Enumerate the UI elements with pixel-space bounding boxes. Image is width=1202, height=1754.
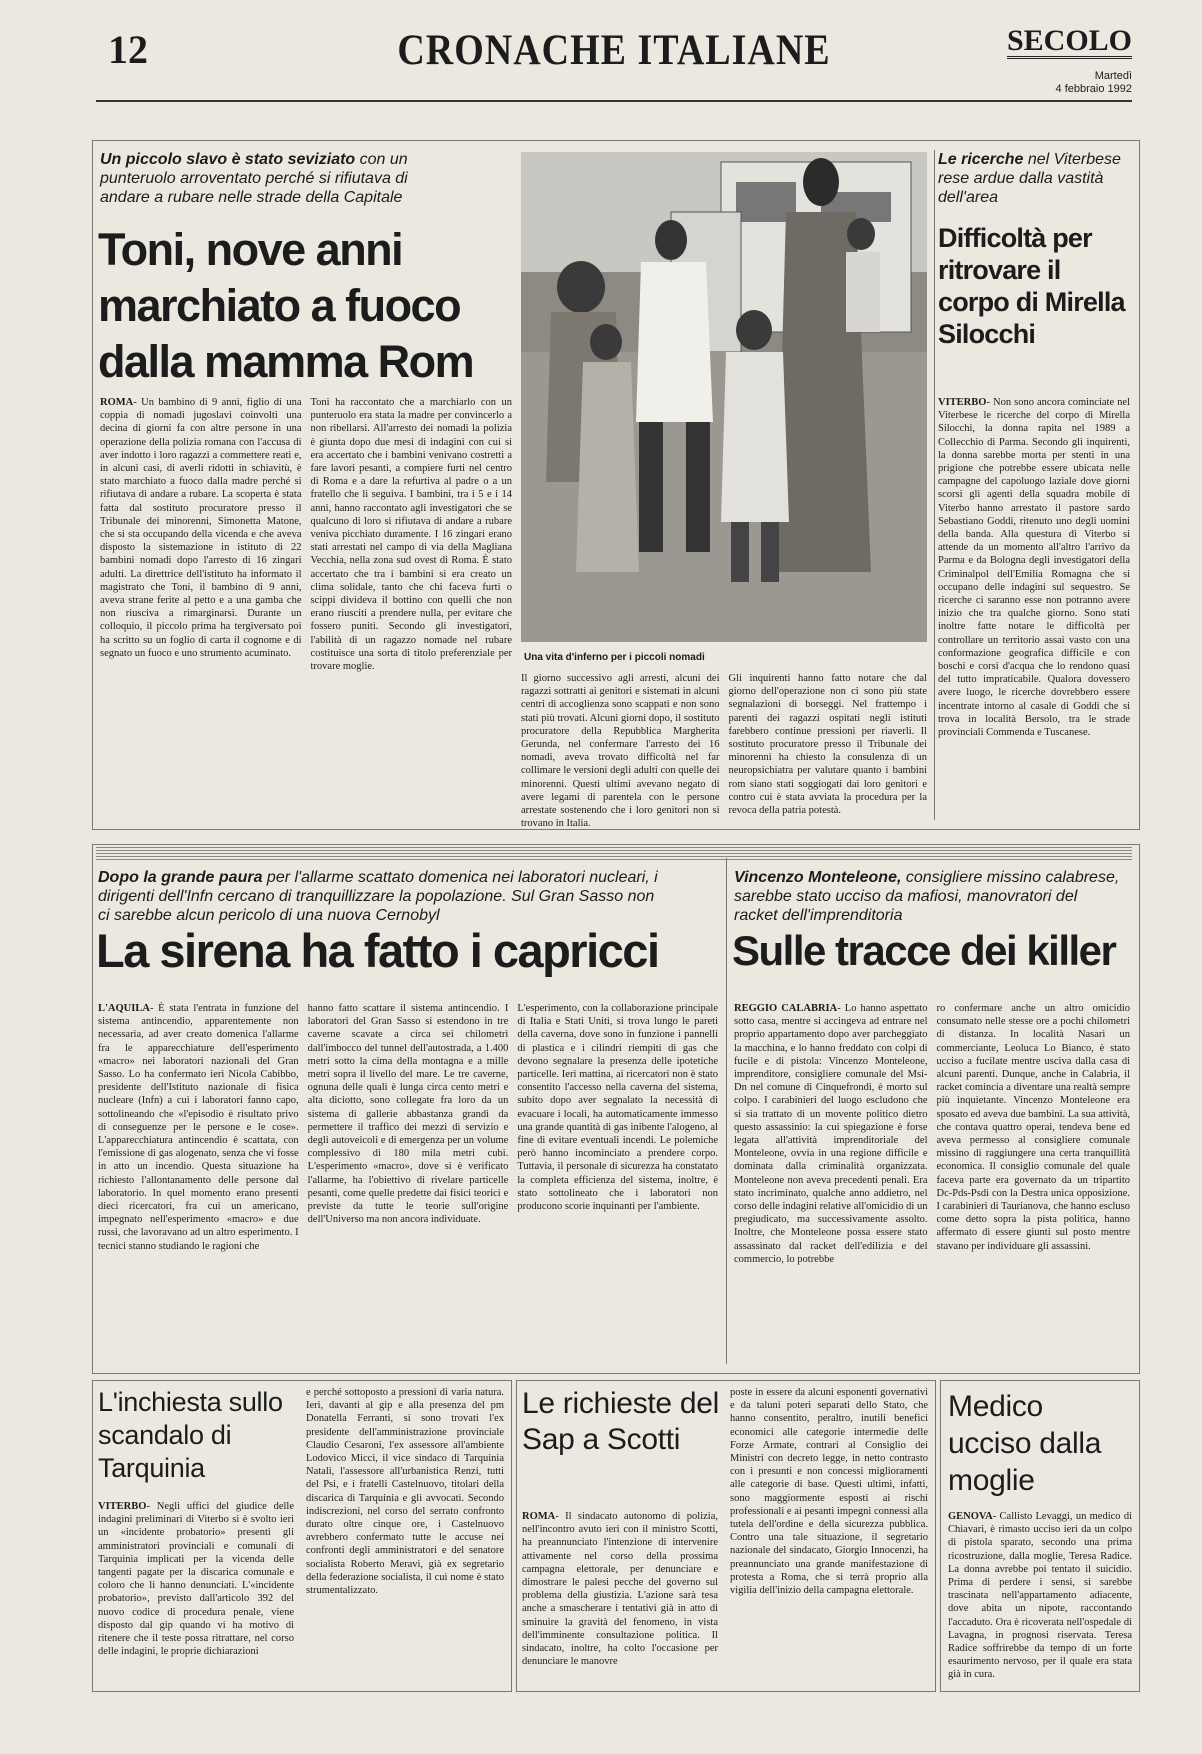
story6-body-right [730, 1386, 928, 1684]
issue-date-text: 4 febbraio 1992 [1055, 83, 1132, 95]
story1-column-4 [729, 672, 928, 822]
story1-column-2 [311, 396, 513, 820]
story2-headline: Difficoltà per ritrovare il corpo di Mirella Silocchi [938, 223, 1125, 349]
story3-kicker-rest: per l'allarme scattato domenica nei laboratori nucleari, i dirigenti dell'Infn cercano di tranquillizzare la popolazione. Sul Gran Sasso non ci sarebbe alcun pericolo di una nuova Cernobyl [98, 869, 658, 924]
story1-col2-text: Toni ha raccontato che a marchiarlo con un punteruolo era stata la madre per convincerlo a non ribellarsi. All'arresto dei nomadi la polizia è giunta dopo due mesi di indagini con cui si era accertato che i bambini venivano costretti a fare lavori pesanti, a compiere furti nel centro di Roma e a dare la refurtiva al padre o a un fratello che li seguiva. I bambini, tra i 5 e i 14 anni, hanno raccontato agli investigatori che se qualcuno di loro si rifiutava di andare a rubare veniva picchiato duramente. I 16 zingari erano stati arrestati nel campo di via della Magliana Vecchia, nella zona sud ovest di Roma. È stato accertato che tra i bambini si era creato un clima solidale, tanto che chi faceva furti o scippi divideva il bottino con quelli che non erano riusciti a prendere nulla, per evitare che fossero puniti. Secondo gli investigatori, l'abilità di un ragazzo nomade nel rubare costituisce una sorta di titolo preferenziale per trovare moglie. [310, 397, 512, 673]
story1-kicker-bold: Un piccolo slavo è stato seviziato [100, 151, 356, 168]
story4-column-1 [734, 1002, 928, 1364]
story3-dateline: L'AQUILA [98, 1003, 150, 1014]
story7-headline: Medico ucciso dalla moglie [948, 1390, 1102, 1497]
story3-kicker-bold: Dopo la grande paura [98, 869, 263, 886]
issue-date [1056, 70, 1132, 96]
story1-col1-text: - Un bambino di 9 anni, figlio di una coppia di nomadi jugoslavi coinvolti una decina di giorni fa con altre persone in una operazione della polizia romana con l'accusa di aver indotto i loro ragazzi a commettere reati e, in alcuni casi, di averli ridotti in schiavitù, è stato marchiato a fuoco dalla madre perché si rifiutava di andare a rubare. La scoperta è stata fatta dal sostituto procuratore presso il Tribunale dei minorenni, Simonetta Matone, che si sta occupando della vicenda e che aveva disposto la sistemazione in istituto di 22 bambini nomadi dopo l'arresto di 16 zingari adulti. La direttrice dell'istituto ha informato il magistrato che Toni, il bambino di 9 anni, aveva strane ferite al petto e a una gamba che non riusciva a rimarginarsi. Durante un colloquio, il piccolo prima ha tergiversato poi ha scritto su un foglio di carta il cognome e di segnato un fuoco e uno strumento acuminato. [100, 397, 302, 659]
story1-headline: Toni, nove anni marchiato a fuoco dalla mamma Rom [98, 224, 474, 387]
story1-dateline: ROMA [100, 397, 134, 408]
story5-headline: L'inchiesta sullo scandalo di Tarquinia [98, 1387, 283, 1483]
story3-column-2 [308, 1002, 509, 1364]
story4-kicker-bold: Vincenzo Monteleone, [734, 869, 902, 886]
story6-headline: Le richieste del Sap a Scotti [522, 1387, 719, 1456]
story4-col2-text: ro confermare anche un altro omicidio consumato nelle stesse ore a pochi chilometri di distanza. In località Nasari un commerciante, Leoluca Lo Bianco, è stato ucciso a fucilate mentre usciva dalla casa di alcuni parenti. Dunque, anche in Calabria, il racket comincia a diventare una realtà sempre più inquietante. Vincenzo Monteleone era sposato ed aveva due bambini. La sua attività, che contava quattro operai, tendeva bene ed aveva permesso al consigliere comunale missino di raggiungere una certa tranquillità economica. Il consiglio comunale del quale faceva parte era governato da un tripartito Dc-Pds-Psdi con la Destra unica opposizione. I carabinieri di Taurianova, che hanno escluso come detto sopra la pista politica, hanno affermato di essere giunti sul posto mentre stavano per individuare gli assassini. [936, 1003, 1130, 1252]
nomad-camp-photo [521, 152, 927, 642]
story2-body [938, 396, 1130, 820]
story1-body-left [100, 396, 512, 820]
story6-col2-text: poste in essere da alcuni esponenti governativi e da taluni poteri separati dello Stato, che hanno consentito, peraltro, inutili benefici economici alle categorie intermedie delle Forze Armate, contrari al Consiglio dei Ministri con decreto legge, in netto contrasto con i presunti e non concessi miglioramenti alle categorie di base. Questi ultimi, infatti, sono maggiormente esposti ai rischi professionali e ai pesanti impegni connessi alla tutela dell'ordine e della sicurezza pubblica. Contro una tale situazione, il segretario nazionale del sindacato, Giorgio Innocenzi, ha preannunciato una grande manifestazione di protesta a Roma, che si terrà proprio alla vigilia dell'inizio della campagna elettorale. [730, 1387, 928, 1597]
section-title: CRONACHE ITALIANE [397, 25, 831, 75]
story7-dateline: GENOVA [948, 1511, 993, 1522]
story2-dateline: VITERBO [938, 397, 987, 408]
story1-kicker-rest: con un punteruolo arroventato perché si rifiutava di andare a rubare nelle strade della Capitale [100, 151, 408, 206]
story1-col4-text: Gli inquirenti hanno fatto notare che dal giorno dell'operazione non ci sono più state segnalazioni di borseggi. Nel frattempo i parenti dei ragazzi ospitati negli istituti farebbero continue pressioni per riaverli. Il sostituto procuratore presso il Tribunale dei minorenni ha chiesto la consulenza di un neuropsichiatra per valutare quanto i bambini rom siano stati soggiogati dai loro genitori e contro cui è stata avviata la procedura per la revoca della patria potestà. [728, 673, 927, 817]
story1-kicker [100, 150, 460, 207]
story3-kicker [98, 868, 668, 925]
story3-col1-text: - È stata l'entrata in funzione del sistema antincendio, apparentemente non necessaria, ad aver creato domenica l'allarme fra le apparecchiature dell'esperimento «macro» nei laboratori nazionali del Gran Sasso. Lo ha confermato ieri Nicola Cabibbo, presidente dell'Istituto nazionale di fisica nucleare (Infn) a cui i laboratori fanno capo, sottolineando che «l'episodio è risultato privo di conseguenze per le persone e le cose». L'apparecchiatura antincendio è scattata, con l'emissione di gas alogenato, senza che vi fosse in atto un incendio. Questa situazione ha richiesto l'allontanamento delle persone dal laboratorio. In quel momento erano presenti dieci ricercatori, fra cui un americano, impegnato nell'esperimento «macro» e due russi, che lavoravano ad un altro esperimento. I tecnici stanno studiando le ragioni che [98, 1003, 299, 1252]
masthead [96, 18, 1132, 100]
story7-body [948, 1510, 1132, 1684]
story3-body [98, 1002, 718, 1364]
story3-col2-text: hanno fatto scattare il sistema antincendio. I laboratori del Gran Sasso si estendono in tre caverne scavate a circa sei chilometri dall'imbocco del tunnel dell'autostrada, a 1.400 metri sotto la cima della montagna e a mille metri sopra il livello del mare. Le tre caverne, ognuna delle quali è lunga circa cento metri e alta diciotto, sono collegate fra loro da un sistema di gallerie abbastanza grandi da permettere il traffico dei mezzi di servizio e degli autoveicoli e di emergenza per un volume complessivo di 180 mila metri cubi. L'esperimento «macro», dove si è verificato l'allarme, ha l'obiettivo di rivelare particelle pesanti, come quelle predette dai fisici teorici e previste da tutte le teorie sull'origine dell'Universo ma non ancora individuate. [307, 1003, 509, 1226]
story2-kicker [938, 150, 1128, 207]
story5-column-1 [98, 1500, 294, 1684]
story3-col3-text: L'esperimento, con la collaborazione principale di Italia e Stati Uniti, si trova lungo le pareti della caverna, dove sono in funzione i pannelli di plastica e i cilindri riempiti di gas che devono segnalare la presenza delle ipotetiche particelle. Ieri mattina, ai ricercatori non è stato consentito l'accesso nella caverna del sistema, subito dopo aver segnalato la necessità di evacuare i locali, ha automaticamente immesso una grande quantità di gas inibente l'alogeno, al fine di evitare eventuali incendi. Le polemiche però hanno incominciato a prendere corpo. Tuttavia, il personale di sicurezza ha constatato la completa efficienza del sistema, inoltre, è stato sottolineato che i laboratori non producono scorie inquinanti per l'ambiente. [517, 1003, 719, 1213]
story4-body [734, 1002, 1130, 1364]
issue-day: Martedì [1094, 70, 1132, 82]
story1-body-right [521, 672, 927, 830]
story2-kicker-rest: nel Viterbese rese ardue dalla vastità dell'area [938, 151, 1121, 206]
story4-headline: Sulle tracce dei killer [732, 927, 1116, 974]
story3-column-3 [517, 1002, 718, 1364]
column-divider [726, 858, 727, 1364]
story2-kicker-bold: Le ricerche [938, 151, 1024, 168]
story4-kicker [734, 868, 1124, 925]
story1-column-1 [100, 396, 302, 820]
story7-col1-text: - Callisto Levaggi, un medico di Chiavari, è rimasto ucciso ieri da un colpo di pistola sparato, secondo una prima ricostruzione, dalla moglie, Teresa Radice. La donna avrebbe poi tentato il suicidio. Prima di perdere i sensi, si sarebbe trascinata nell'appartamento adiacente, dove abita un nipote, raccontando l'accaduto. Ora è ricoverata nell'ospedale di Lavagna, in prognosi riservata. Teresa Radice soffrirebbe da tempo di un forte esaurimento nervoso, per il quale era stata già in cura. [948, 1511, 1132, 1681]
masthead-rule [96, 100, 1132, 102]
column-divider [934, 150, 935, 820]
story2-col1-text: - Non sono ancora cominciate nel Viterbese le ricerche del corpo di Mirella Silocchi, la donna rapita nel 1989 a Collecchio di Parma. Secondo gli inquirenti, la donna sarebbe morta per stenti in una prigione che potrebbe essere ubicata nelle campagne del capoluogo laziale dove giorni scorsi gli agenti della squadra mobile di Viterbo hanno arrestato il pastore sardo Sebastiano Goddi, ritenuto uno degli uomini della banda. Alla questura di Viterbo si attende da un momento all'altro l'arrivo da Parma e da Bologna degli investigatori della Criminalpol dell'Emilia Romagna che si occupano delle indagini sul sequestro. Se ricerche ci saranno esse non potranno avere inizio che tra qualche giorno. Sono stati inoltre fatte notare le difficoltà per controllare un territorio assai vasto con una conformazione geografica difficile e con boschi e corsi d'acqua che lo rendono quasi del tutto impraticabile. Qualora dovessero avere luogo, le ricerche dovrebbero essere incentrate intorno al casale di Goddi che si trova in località Bersolo, tra le strade provinciali Commenda e Tuscanese. [938, 397, 1130, 739]
page-number: 12 [108, 27, 148, 72]
story5-col2-text: e perché sottoposto a pressioni di varia natura. Ieri, davanti al gip e alla presenza del pm Donatella Ferranti, si sono trovati l'ex presidente dell'amministrazione provinciale Claudio Cesaroni, l'ex assessore all'ambiente Lodovico Micci, il vice sindaco di Tarquinia Natali, l'assessore all'urbanistica Renzi, tutti del Psi, e i fratelli Castelnuovo, titolari della discarica di Tarquinia e gli avvocati. Secondo indiscrezioni, nel corso del serrato confronto durato oltre cinque ore, i Castelnuovo avrebbero confermato tutte le accuse nei confronti degli amministratori e del senatore socialista Roberto Meravi, già ex segretario della federazione socialista, il cui nome è stato strumentalizzato. [306, 1387, 504, 1597]
photo-caption: Una vita d'inferno per i piccoli nomadi [524, 652, 705, 663]
story6-column-1 [522, 1510, 718, 1684]
story4-column-2 [937, 1002, 1131, 1364]
story6-col1-text: - Il sindacato autonomo di polizia, nell'incontro avuto ieri con il ministro Scotti, ha preannunciato l'intenzione di intervenire attivamente nel corso della prossima campagna elettorale, per denunciare e dimostrare le palesi pecche del governo sul problema della giustizia. L'azione sarà tesa anche a smascherare i tentativi già in atto di sminuire la gravità del fenomeno, in vista dell'imminente consultazione politica. Il sindacato, inoltre, ha colto l'occasione per denunciare le manovre [522, 1511, 718, 1668]
story4-kicker-rest: consigliere missino calabrese, sarebbe stato ucciso da mafiosi, manovratori del racket dell'imprenditoria [734, 869, 1120, 924]
story5-body-left [98, 1500, 294, 1684]
story6-body-left [522, 1510, 718, 1684]
story2-column-1 [938, 396, 1130, 820]
story5-col1-text: - Negli uffici del giudice delle indagini preliminari di Viterbo si è svolto ieri un «incidente probatorio» presenti gli amministratori provinciali e comunali di Tarquinia implicati per la vicenda delle tangenti pagate per la discarica comunale e coloro che li hanno denunciati. L'«incidente probatorio», previsto dall'articolo 392 del nuovo codice di procedura penale, viene disposto dal gip quando vi ha motivo di ritenere che il teste possa ritrattare, nel corso delle indagini, le proprie dichiarazioni [98, 1501, 294, 1658]
story3-column-1 [98, 1002, 299, 1364]
story6-column-2 [730, 1386, 928, 1684]
newspaper-logo: SECOLO [1006, 24, 1132, 57]
story3-headline: La sirena ha fatto i capricci [96, 924, 659, 977]
story1-column-3 [521, 672, 720, 830]
story1-col3-text: Il giorno successivo agli arresti, alcuni dei ragazzi sottratti ai genitori e sistemati in alcuni centri di accoglienza sono scappati e non sono stati più trovati. Alcuni giorni dopo, il sostituto procuratore della Repubblica Margherita Gerunda, nel confermare l'arresto dei 16 nomadi, aveva trovato difficoltà nel far collimare le versioni degli adulti con quelle dei minorenni. Questi ultimi avevano negato di avere legami di parentela con le persone arrestate sostenendo che i loro genitori non si trovano in Italia. [521, 673, 720, 830]
story4-dateline: REGGIO CALABRIA [734, 1003, 838, 1014]
story4-col1-text: - Lo hanno aspettato sotto casa, mentre si accingeva ad entrare nel proprio appartamento dopo aver parcheggiato la macchina, e lo hanno freddato con colpi di fucile e di pistola: Vincenzo Monteleone, imprenditore, consigliere comunale del Msi-Dn nel comune di Cinquefrondi, è morto sul colpo. I carabinieri del luogo escludono che si sia trattato di un movente politico dietro questo assassinio: la cui spiegazione è forse legata all'attività imprenditoriale del Monteleone, ovvia in una regione difficile e dominata dalla criminalità organizzata. Monteleone non aveva precedenti penali. Era stato incriminato, qualche anno addietro, nel corso delle indagini relative all'omicidio di un pregiudicato, ma successivamente assolto. Inoltre, che Monteleone possa essere stato assassinato dal racket dell'edilizia e del commercio, lo potrebbe [734, 1003, 928, 1265]
story6-dateline: ROMA [522, 1511, 556, 1522]
story5-column-2 [306, 1386, 504, 1684]
story7-column-1 [948, 1510, 1132, 1684]
story5-body-right [306, 1386, 504, 1684]
story5-dateline: VITERBO [98, 1501, 147, 1512]
